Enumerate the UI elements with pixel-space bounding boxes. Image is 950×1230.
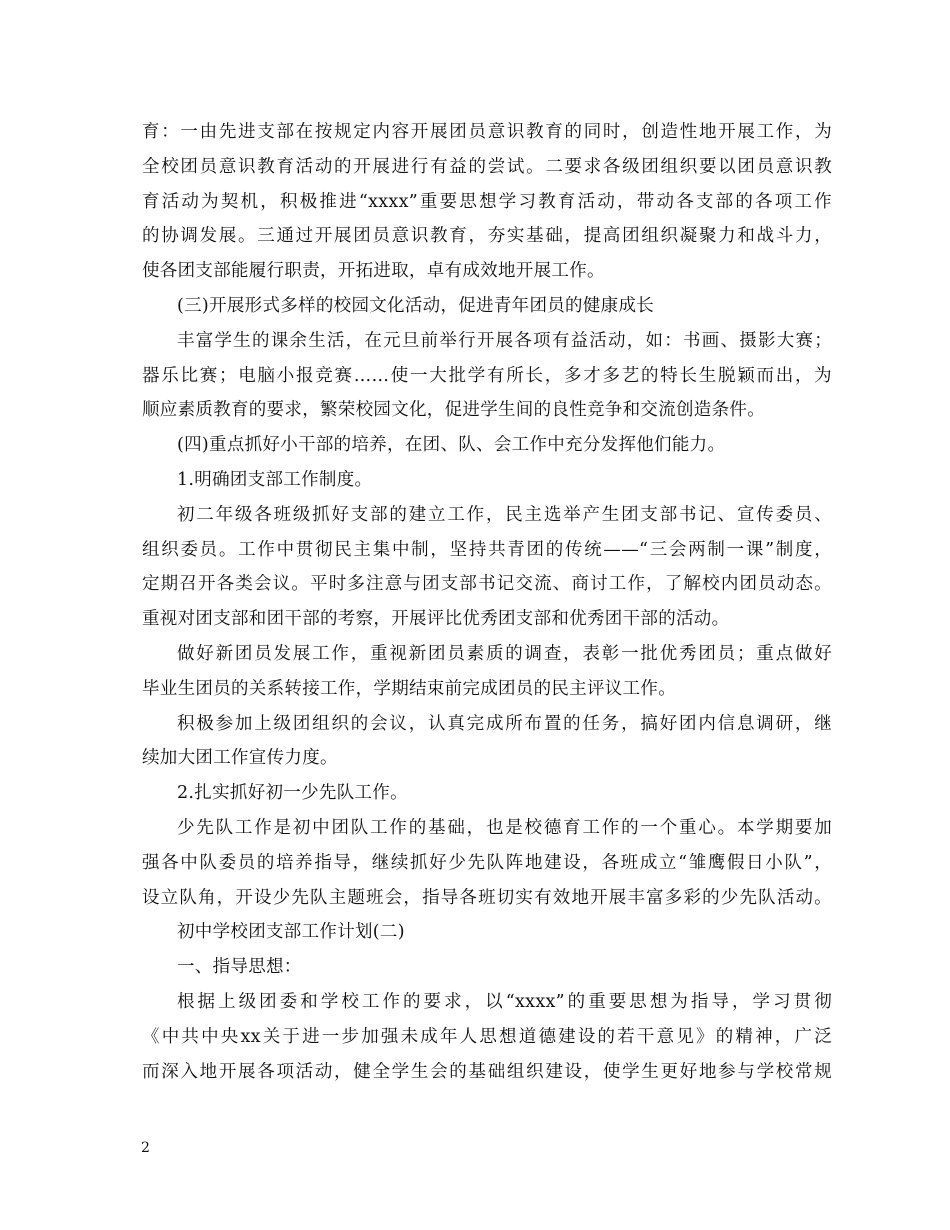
text-line: 全校团员意识教育活动的开展进行有益的尝试。二要求各级团组织要以团员意识教 <box>142 156 832 177</box>
text-line: 组织委员。工作中贯彻民主集中制，坚持共青团的传统——“三会两制一课”制度， <box>142 539 832 560</box>
text-line: 设立队角，开设少先队主题班会，指导各班切实有效地开展丰富多彩的少先队活动。 <box>142 887 832 908</box>
text-line: 2.扎实抓好初一少先队工作。 <box>177 783 408 804</box>
text-line: 而深入地开展各项活动，健全学生会的基础组织建设，使学生更好地参与学校常规 <box>142 1061 832 1082</box>
text-line: 续加大团工作宣传力度。 <box>142 748 338 769</box>
body-text <box>142 115 832 1089</box>
text-line: 做好新团员发展工作，重视新团员素质的调查，表彰一批优秀团员；重点做好 <box>177 643 832 664</box>
text-line: 初二年级各班级抓好支部的建立工作，民主选举产生团支部书记、宣传委员、 <box>177 504 832 525</box>
text-line: 根据上级团委和学校工作的要求，以“xxxx”的重要思想为指导，学习贯彻 <box>177 991 832 1012</box>
text-line: 器乐比赛；电脑小报竞赛……使一大批学有所长，多才多艺的特长生脱颖而出，为 <box>142 365 832 386</box>
text-line: 定期召开各类会议。平时多注意与团支部书记交流、商讨工作，了解校内团员动态。 <box>142 574 832 595</box>
text-line: 的协调发展。三通过开展团员意识教育，夯实基础，提高团组织凝聚力和战斗力， <box>142 226 832 247</box>
text-line: 毕业生团员的关系转接工作，学期结束前完成团员的民主评议工作。 <box>142 678 676 699</box>
text-line: 少先队工作是初中团队工作的基础，也是校德育工作的一个重心。本学期要加 <box>177 817 832 838</box>
text-line: 1.明确团支部工作制度。 <box>177 469 373 490</box>
text-line: 积极参加上级团组织的会议，认真完成所布置的任务，搞好团内信息调研，继 <box>177 713 832 734</box>
text-line: 重视对团支部和团干部的考察，开展评比优秀团支部和优秀团干部的活动。 <box>142 609 730 630</box>
text-line: 育活动为契机，积极推进“xxxx”重要思想学习教育活动，带动各支部的各项工作 <box>142 191 832 212</box>
text-line: 初中学校团支部工作计划(二) <box>177 922 405 943</box>
page-number: 2 <box>141 1140 150 1156</box>
text-line: (四)重点抓好小干部的培养，在团、队、会工作中充分发挥他们能力。 <box>177 435 726 456</box>
text-line: 使各团支部能履行职责，开拓进取，卓有成效地开展工作。 <box>142 261 605 282</box>
text-line: 一、指导思想： <box>177 957 302 978</box>
text-line: 《中共中央xx关于进一步加强未成年人思想道德建设的若干意见》的精神，广泛 <box>142 1026 832 1047</box>
text-line: 强各中队委员的培养指导，继续抓好少先队阵地建设，各班成立“雏鹰假日小队”， <box>142 852 832 873</box>
text-line: 育：一由先进支部在按规定内容开展团员意识教育的同时，创造性地开展工作，为 <box>142 122 832 142</box>
text-line: 丰富学生的课余生活，在元旦前举行开展各项有益活动，如：书画、摄影大赛； <box>177 330 832 351</box>
text-line: (三)开展形式多样的校园文化活动，促进青年团员的健康成长 <box>177 295 655 316</box>
text-line: 顺应素质教育的要求，繁荣校园文化，促进学生间的良性竞争和交流创造条件。 <box>142 400 765 421</box>
